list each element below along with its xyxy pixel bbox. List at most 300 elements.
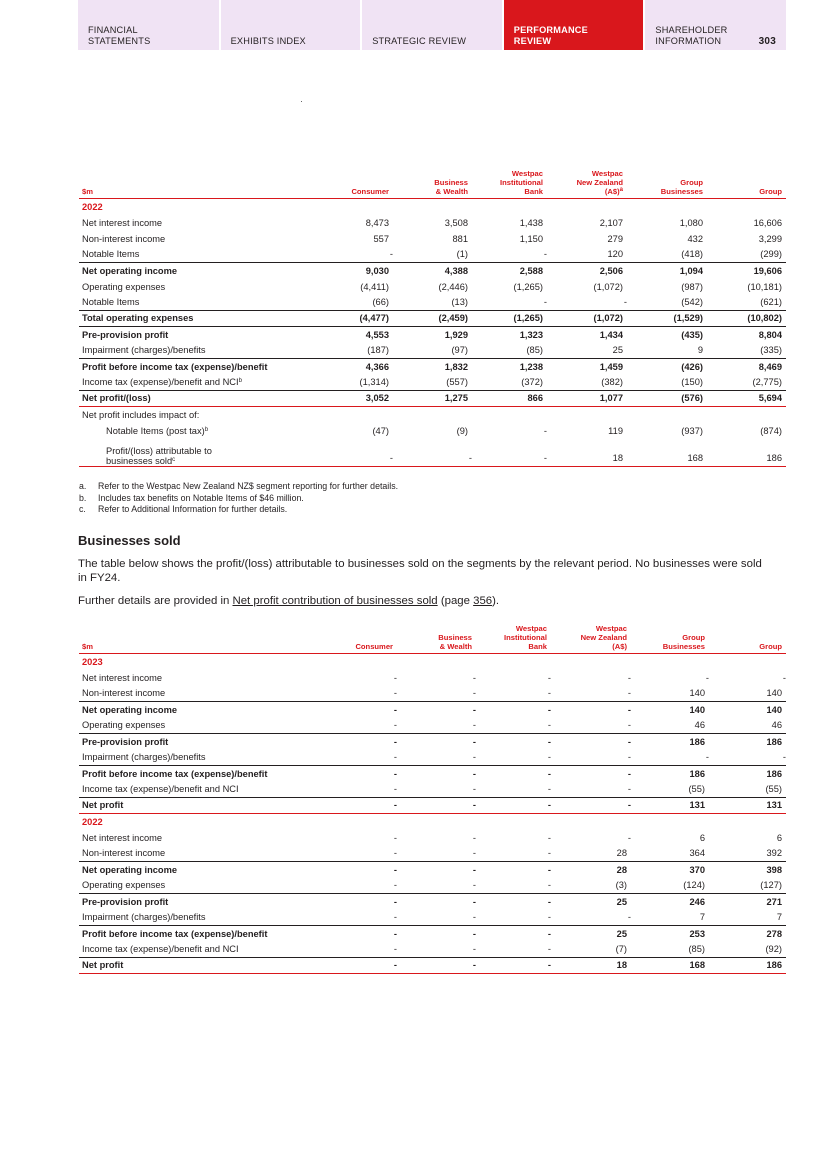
- footnote-ref: c: [172, 457, 176, 464]
- table-cell: 25: [551, 926, 631, 942]
- row-label: Profit/(loss) attributable to businesses sold$^c$: [79, 439, 319, 467]
- table-cell: 557: [373, 233, 389, 244]
- table-cell: -: [472, 880, 476, 891]
- table-cell: (1,529): [627, 311, 707, 327]
- table-cell: -: [472, 848, 476, 859]
- table-row: [79, 766, 786, 782]
- table-cell: -: [705, 672, 709, 683]
- table-cell: 46: [694, 720, 705, 731]
- table-cell: 120: [607, 249, 623, 260]
- row-label: Pre-provision profit: [79, 894, 319, 910]
- table-body: [79, 199, 786, 467]
- row-label: Pre-provision profit: [79, 734, 319, 750]
- table-row: [79, 910, 786, 926]
- row-label: Net interest income: [82, 672, 163, 683]
- section-paragraph: The table below shows the profit/(loss) attributable to businesses sold on the segments by the relevant period. No businesses were sold in FY24.: [78, 558, 762, 584]
- table-cell: -: [397, 798, 476, 814]
- table-row: [79, 670, 786, 686]
- table-header-row: [79, 170, 786, 199]
- table-row: [79, 846, 786, 862]
- table-cell: 271: [709, 894, 786, 910]
- table-cell: -: [627, 752, 631, 763]
- table-row: [79, 231, 786, 247]
- table-cell: -: [627, 672, 631, 683]
- table-cell: (2,459): [393, 311, 472, 327]
- footnote-ref: b: [204, 426, 209, 433]
- table-row: [79, 263, 786, 279]
- table-cell: (1,072): [593, 281, 623, 292]
- tab-label: PERFORMANCE: [513, 25, 588, 35]
- row-label: Net operating income: [79, 862, 319, 878]
- footnote: b. Includes tax benefits on Notable Items of $46 million.: [79, 492, 304, 503]
- table-cell: (542): [681, 297, 703, 308]
- table-cell: 8,804: [707, 327, 786, 343]
- table-cell: -: [547, 912, 551, 923]
- table-cell: 140: [631, 702, 709, 718]
- table-cell: -: [472, 688, 476, 699]
- table-cell: -: [627, 688, 631, 699]
- table-cell: 278: [709, 926, 786, 942]
- table-cell: (92): [765, 944, 782, 955]
- row-label: Net profit: [79, 798, 319, 814]
- row-label: Non-interest income: [82, 848, 166, 859]
- table-cell: -: [397, 926, 476, 942]
- table-cell: 8,469: [707, 359, 786, 375]
- tab-exhibits-index[interactable]: [221, 0, 361, 50]
- table-cell: -: [547, 944, 551, 955]
- table-row: [79, 958, 786, 974]
- table-cell: -: [393, 752, 397, 763]
- table-cell: -: [627, 832, 631, 843]
- year-row: [79, 199, 786, 215]
- table-cell: 398: [709, 862, 786, 878]
- table-cell: -: [472, 439, 547, 467]
- table-cell: (874): [760, 425, 782, 436]
- tab-label: EXHIBITS INDEX: [230, 36, 306, 46]
- table-cell: 246: [631, 894, 709, 910]
- table-cell: -: [393, 880, 397, 891]
- top-navigation: [78, 0, 786, 50]
- year-label: 2022: [82, 816, 103, 827]
- column-header-new-zealand: Westpac New Zealand (A$)$^a$: [547, 170, 627, 199]
- row-label: Notable Items (post tax)$^b$: [106, 425, 209, 436]
- table-cell: -: [623, 297, 627, 308]
- column-header-unit: $m: [79, 625, 319, 654]
- table-cell: -: [476, 894, 551, 910]
- table-row: [79, 862, 786, 878]
- table-cell: 2,107: [599, 217, 623, 228]
- table-row: [79, 686, 786, 702]
- row-label: Non-interest income: [82, 233, 166, 244]
- table-cell: -: [627, 784, 631, 795]
- page-number: 303: [758, 35, 776, 47]
- page-356-link[interactable]: 356: [473, 595, 493, 607]
- table-row: [79, 423, 786, 439]
- table-cell: -: [472, 912, 476, 923]
- table-row: [79, 327, 786, 343]
- table-cell: 3,299: [758, 233, 782, 244]
- table-row: [79, 750, 786, 766]
- table-cell: 1,150: [519, 233, 543, 244]
- table-cell: -: [397, 894, 476, 910]
- table-cell: -: [547, 752, 551, 763]
- table-cell: -: [551, 702, 631, 718]
- table-cell: 2,506: [547, 263, 627, 279]
- table-row: [79, 942, 786, 958]
- row-label: Pre-provision profit: [79, 327, 319, 343]
- table-cell: 364: [689, 848, 705, 859]
- table-cell: 28: [616, 848, 627, 859]
- table-cell: 1,077: [547, 391, 627, 407]
- table-cell: (150): [681, 377, 703, 388]
- tab-shareholder-information[interactable]: [645, 0, 786, 50]
- table-cell: 18: [551, 958, 631, 974]
- stray-mark: [301, 101, 302, 102]
- row-label: Impairment (charges)/benefits: [82, 345, 206, 356]
- table-cell: 4,553: [319, 327, 393, 343]
- table-cell: -: [476, 766, 551, 782]
- table-cell: -: [551, 798, 631, 814]
- table-cell: -: [319, 734, 397, 750]
- table-cell: -: [547, 672, 551, 683]
- table-row: [79, 782, 786, 798]
- year-row: [79, 814, 786, 830]
- table-cell: -: [547, 688, 551, 699]
- table-cell: (426): [627, 359, 707, 375]
- row-label: Net profit/(loss): [79, 391, 319, 407]
- table-cell: -: [782, 672, 786, 683]
- table-cell: -: [393, 688, 397, 699]
- table-cell: 168: [631, 958, 709, 974]
- table-cell: (47): [372, 425, 389, 436]
- table-cell: (299): [760, 249, 782, 260]
- table-cell: (576): [627, 391, 707, 407]
- row-label: Net profit: [79, 958, 319, 974]
- table-cell: (97): [451, 345, 468, 356]
- table-cell: 16,606: [753, 217, 782, 228]
- column-header-unit: $m: [79, 170, 319, 199]
- table-cell: -: [472, 720, 476, 731]
- table-cell: 25: [551, 894, 631, 910]
- table-cell: 19,606: [707, 263, 786, 279]
- table-row: [79, 718, 786, 734]
- table-cell: -: [476, 798, 551, 814]
- table-cell: 392: [766, 848, 782, 859]
- table-cell: 1,438: [519, 217, 543, 228]
- table-cell: 1,275: [393, 391, 472, 407]
- table-cell: (9): [456, 425, 468, 436]
- table-row: [79, 734, 786, 750]
- column-header-institutional-bank: Westpac Institutional Bank: [472, 170, 547, 199]
- table-row: [79, 407, 786, 423]
- table-cell: 25: [612, 345, 623, 356]
- column-header-group: Group: [707, 170, 786, 199]
- table-cell: 131: [709, 798, 786, 814]
- table-cell: (372): [521, 377, 543, 388]
- table-cell: -: [319, 439, 393, 467]
- table-cell: -: [389, 249, 393, 260]
- table-cell: 279: [607, 233, 623, 244]
- table-cell: 1,434: [547, 327, 627, 343]
- row-label: Notable Items: [82, 249, 140, 260]
- table-cell: 4,388: [393, 263, 472, 279]
- table-cell: -: [397, 958, 476, 974]
- table-cell: -: [472, 752, 476, 763]
- year-label: 2023: [82, 656, 103, 667]
- table-cell: 168: [627, 439, 707, 467]
- table-cell: (1,072): [547, 311, 627, 327]
- row-label: Income tax (expense)/benefit and NCI: [82, 944, 239, 955]
- section-heading: Businesses sold: [78, 533, 181, 548]
- table-cell: (55): [765, 784, 782, 795]
- table-cell: 140: [689, 688, 705, 699]
- year-label: 2022: [82, 201, 103, 212]
- table-cell: 866: [472, 391, 547, 407]
- table-cell: -: [397, 702, 476, 718]
- footnotes: [79, 481, 398, 516]
- year-row: [79, 654, 786, 670]
- table-row: [79, 295, 786, 311]
- tab-label: FINANCIAL: [88, 25, 138, 35]
- table-cell: (2,775): [752, 377, 782, 388]
- table-cell: -: [476, 926, 551, 942]
- table-cell: -: [319, 958, 397, 974]
- table-row: [79, 894, 786, 910]
- table-cell: 18: [547, 439, 627, 467]
- table-row: [79, 391, 786, 407]
- table-cell: 7: [699, 912, 705, 923]
- table-row: [79, 830, 786, 846]
- table-cell: 3,052: [319, 391, 393, 407]
- table-cell: 1,459: [547, 359, 627, 375]
- column-header-consumer: Consumer: [319, 625, 397, 654]
- table-cell: (4,477): [319, 311, 393, 327]
- footnote-ref: b: [238, 378, 242, 385]
- table-cell: 881: [452, 233, 468, 244]
- table-cell: -: [472, 784, 476, 795]
- table-cell: 2,588: [472, 263, 547, 279]
- table-cell: (557): [446, 377, 468, 388]
- table-cell: -: [476, 734, 551, 750]
- table-cell: 1,929: [393, 327, 472, 343]
- table-cell: 7: [776, 912, 782, 923]
- net-profit-contribution-link[interactable]: Net profit contribution of businesses sold: [232, 595, 438, 607]
- row-label: Profit before income tax (expense)/benefit: [79, 766, 319, 782]
- table-cell: (55): [688, 784, 705, 795]
- table-cell: (1,265): [513, 281, 543, 292]
- table-cell: -: [397, 766, 476, 782]
- table-cell: 46: [771, 720, 782, 731]
- table-cell: 9,030: [319, 263, 393, 279]
- table-cell: 186: [707, 439, 786, 467]
- row-label: Impairment (charges)/benefits: [82, 912, 206, 923]
- table-cell: (335): [760, 345, 782, 356]
- table-cell: -: [472, 672, 476, 683]
- table-cell: -: [547, 848, 551, 859]
- table-cell: -: [551, 734, 631, 750]
- table-cell: 3,508: [444, 217, 468, 228]
- column-header-group-businesses: Group Businesses: [631, 625, 709, 654]
- table-cell: 131: [631, 798, 709, 814]
- table-cell: (10,181): [747, 281, 782, 292]
- table-cell: (1): [456, 249, 468, 260]
- table-cell: 432: [687, 233, 703, 244]
- tab-label: SHAREHOLDER: [655, 25, 728, 35]
- row-label: Net operating income: [79, 263, 319, 279]
- table-cell: -: [397, 862, 476, 878]
- tab-label: INFORMATION: [655, 35, 722, 46]
- table-cell: (13): [451, 297, 468, 308]
- footnote-ref: a: [619, 186, 623, 193]
- row-label: Profit before income tax (expense)/benefit: [79, 926, 319, 942]
- table-row: [79, 343, 786, 359]
- table-cell: -: [393, 784, 397, 795]
- column-header-group-businesses: Group Businesses: [627, 170, 707, 199]
- table-cell: -: [393, 912, 397, 923]
- table-cell: (187): [367, 345, 389, 356]
- table-cell: -: [393, 944, 397, 955]
- table-header-row: [79, 625, 786, 654]
- table-cell: (382): [601, 377, 623, 388]
- segment-results-table-2022: [79, 170, 786, 467]
- table-cell: (10,802): [707, 311, 786, 327]
- further-details-paragraph: Further details are provided in Net profit contribution of businesses sold (page 356).: [78, 595, 500, 607]
- table-cell: 9: [697, 345, 703, 356]
- footnote: a. Refer to the Westpac New Zealand NZ$ segment reporting for further details.: [79, 481, 399, 491]
- table-cell: 6: [776, 832, 782, 843]
- table-cell: -: [547, 720, 551, 731]
- table-row: [79, 311, 786, 327]
- table-cell: (1,265): [472, 311, 547, 327]
- table-cell: -: [551, 766, 631, 782]
- table-cell: 370: [631, 862, 709, 878]
- table-cell: -: [472, 944, 476, 955]
- table-cell: (3): [615, 880, 627, 891]
- table-cell: 186: [631, 766, 709, 782]
- table-row: [79, 926, 786, 942]
- table-cell: (66): [372, 297, 389, 308]
- table-cell: (4,411): [360, 281, 389, 292]
- table-cell: 186: [631, 734, 709, 750]
- row-label: Net interest income: [82, 217, 163, 228]
- column-header-institutional-bank: Westpac Institutional Bank: [476, 625, 551, 654]
- table-cell: -: [476, 862, 551, 878]
- table-cell: -: [547, 880, 551, 891]
- table-cell: -: [393, 848, 397, 859]
- row-label: Income tax (expense)/benefit and NCI: [82, 784, 239, 795]
- tab-strategic-review[interactable]: [362, 0, 502, 50]
- column-header-business-wealth: Business & Wealth: [397, 625, 476, 654]
- table-cell: -: [547, 784, 551, 795]
- table-cell: -: [705, 752, 709, 763]
- table-cell: -: [547, 832, 551, 843]
- table-cell: 1,080: [679, 217, 703, 228]
- table-cell: (1,314): [359, 377, 389, 388]
- table-cell: -: [319, 766, 397, 782]
- table-cell: (937): [681, 425, 703, 436]
- table-cell: -: [393, 720, 397, 731]
- table-cell: (435): [627, 327, 707, 343]
- table-cell: 1,094: [627, 263, 707, 279]
- tab-label: REVIEW: [513, 35, 552, 46]
- table-row: [79, 247, 786, 263]
- table-cell: 28: [551, 862, 631, 878]
- column-header-new-zealand: Westpac New Zealand (A$): [551, 625, 631, 654]
- table-cell: -: [543, 297, 547, 308]
- table-cell: -: [472, 832, 476, 843]
- table-cell: -: [476, 958, 551, 974]
- table-cell: 186: [709, 734, 786, 750]
- tab-financial-statements[interactable]: [78, 0, 219, 50]
- table-cell: (2,446): [438, 281, 468, 292]
- table-cell: -: [627, 912, 631, 923]
- row-label: Non-interest income: [82, 688, 166, 699]
- table-cell: -: [393, 672, 397, 683]
- table-row: [79, 215, 786, 231]
- row-label: Impairment (charges)/benefits: [82, 752, 206, 763]
- row-label: Net interest income: [82, 832, 163, 843]
- row-label: Profit before income tax (expense)/benefit: [79, 359, 319, 375]
- table-cell: -: [319, 862, 397, 878]
- table-cell: -: [543, 425, 547, 436]
- table-cell: (85): [526, 345, 543, 356]
- row-label: Operating expenses: [82, 880, 166, 891]
- table-cell: (7): [615, 944, 627, 955]
- row-label: Net operating income: [79, 702, 319, 718]
- table-row: [79, 279, 786, 295]
- tab-label: STATEMENTS: [88, 35, 151, 46]
- table-cell: 186: [709, 958, 786, 974]
- businesses-sold-table: [79, 625, 786, 974]
- row-label: Total operating expenses: [79, 311, 319, 327]
- tab-performance-review[interactable]: [504, 0, 644, 50]
- table-cell: -: [393, 439, 472, 467]
- table-row: [79, 798, 786, 814]
- table-cell: 6: [699, 832, 705, 843]
- table-cell: -: [476, 702, 551, 718]
- row-label: Notable Items: [82, 297, 140, 308]
- table-row: [79, 375, 786, 391]
- table-cell: 253: [631, 926, 709, 942]
- table-cell: -: [627, 720, 631, 731]
- table-cell: 119: [608, 425, 623, 436]
- table-cell: -: [319, 702, 397, 718]
- table-cell: (127): [760, 880, 782, 891]
- table-cell: (85): [688, 944, 705, 955]
- table-cell: 1,832: [393, 359, 472, 375]
- column-header-consumer: Consumer: [319, 170, 393, 199]
- table-cell: 186: [709, 766, 786, 782]
- footnote: c. Refer to Additional Information for further details.: [79, 504, 288, 514]
- column-header-group: Group: [709, 625, 786, 654]
- table-cell: -: [782, 752, 786, 763]
- table-cell: 140: [766, 688, 782, 699]
- table-row: [79, 878, 786, 894]
- table-cell: (418): [681, 249, 703, 260]
- column-header-business-wealth: Business & Wealth: [393, 170, 472, 199]
- table-cell: -: [319, 798, 397, 814]
- table-cell: 5,694: [707, 391, 786, 407]
- table-body: [79, 654, 786, 974]
- table-cell: 1,323: [472, 327, 547, 343]
- table-cell: (621): [760, 297, 782, 308]
- table-cell: -: [319, 894, 397, 910]
- table-cell: 4,366: [319, 359, 393, 375]
- tab-label: STRATEGIC REVIEW: [372, 36, 467, 46]
- table-cell: -: [319, 926, 397, 942]
- row-label: Income tax (expense)/benefit and NCI$^b$: [82, 377, 242, 388]
- table-cell: -: [397, 734, 476, 750]
